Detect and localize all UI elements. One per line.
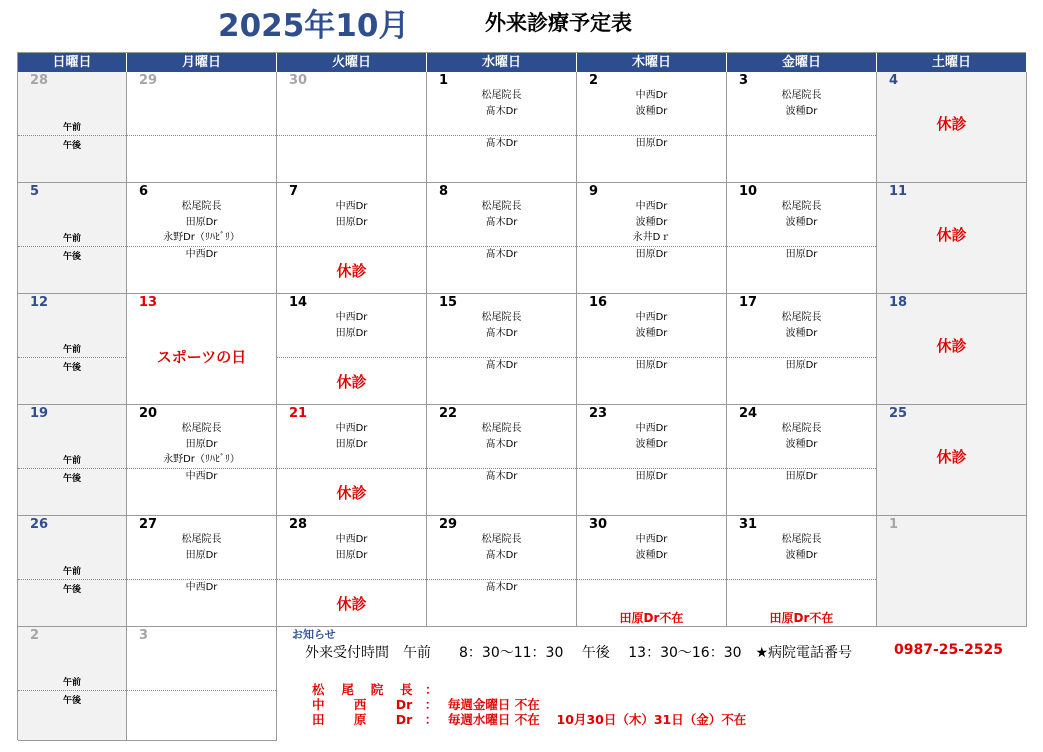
day-number: 21 — [289, 406, 308, 421]
day-number: 24 — [739, 406, 758, 421]
doctor-name: 中西Dr — [185, 249, 218, 260]
day-cell — [427, 72, 577, 183]
am-pm-divider — [18, 246, 126, 247]
day-cell — [727, 405, 877, 516]
day-number: 11 — [889, 184, 908, 199]
am-pm-divider — [577, 579, 726, 580]
day-number: 10 — [739, 184, 758, 199]
day-cell — [18, 627, 127, 741]
am-doctors — [127, 532, 276, 563]
am-pm-divider — [127, 690, 276, 691]
doctor-name: 中西Dr — [185, 582, 218, 593]
day-number: 5 — [30, 184, 40, 199]
pm-absence-note: 田原Dr不在 — [619, 611, 684, 625]
pm-doctors — [577, 136, 726, 152]
day-cell — [18, 516, 127, 627]
am-doctors — [427, 199, 576, 230]
pm-doctors — [427, 247, 576, 263]
doctor-name: 波種Dr — [635, 549, 668, 561]
doctor-name: 田原Dr — [635, 471, 668, 482]
day-cell — [127, 627, 277, 741]
doctor-name: 波種Dr — [635, 105, 668, 117]
pm-closed-label: 休診 — [336, 262, 367, 280]
am-doctors — [727, 199, 876, 230]
doctor-name: 田原Dr — [785, 471, 818, 482]
day-cell — [127, 183, 277, 294]
day-cell — [427, 183, 577, 294]
holiday-name: スポーツの日 — [156, 348, 247, 366]
day-number: 28 — [30, 73, 49, 88]
day-number: 7 — [289, 184, 299, 199]
day-cell — [427, 294, 577, 405]
day-cell — [127, 294, 277, 405]
pm-label: 午後 — [62, 474, 81, 484]
day-number: 3 — [739, 73, 749, 88]
doctor-name: 田原Dr — [635, 138, 668, 149]
am-doctors — [577, 88, 726, 119]
doctor-name: 髙木Dr — [485, 438, 518, 450]
doctor-name: 中西Dr — [635, 423, 668, 434]
doctor-name: 松尾院長 — [181, 534, 222, 545]
weekday-2: 火曜日 — [277, 53, 427, 72]
day-cell — [727, 294, 877, 405]
day-cell — [427, 516, 577, 627]
day-number: 28 — [289, 517, 308, 532]
doctor-name: 波種Dr — [635, 438, 668, 450]
day-number: 13 — [139, 295, 158, 310]
am-pm-divider — [277, 579, 426, 580]
doctor-name: 松尾院長 — [481, 423, 522, 434]
calendar-grid — [17, 52, 1026, 740]
am-label: 午前 — [62, 234, 81, 244]
day-number: 27 — [139, 517, 158, 532]
am-doctors — [427, 532, 576, 563]
doctor-name: 田原Dr — [185, 438, 218, 450]
pm-label: 午後 — [62, 696, 81, 706]
day-cell — [277, 516, 427, 627]
doctor-name: 永野Dr（ﾘﾊﾋﾞﾘ） — [163, 454, 240, 465]
day-number: 23 — [589, 406, 608, 421]
closed-label: 休診 — [936, 226, 967, 244]
day-number: 30 — [589, 517, 608, 532]
doctor-name: 中西Dr — [335, 312, 368, 323]
weekday-3: 水曜日 — [427, 53, 577, 72]
absence-line-nakanishi: 中 西 Dr ： 毎週金曜日 不在 — [312, 697, 540, 712]
day-number: 29 — [139, 73, 158, 88]
day-number: 1 — [439, 73, 449, 88]
closed-label: 休診 — [936, 448, 967, 466]
pm-closed-label: 休診 — [336, 595, 367, 613]
reception-hours: 外来受付時間 午前 8：30～11：30 午後 13：30～16：30 ★病院電話番号 — [305, 645, 853, 661]
am-pm-divider — [277, 357, 426, 358]
day-number: 8 — [439, 184, 449, 199]
weekday-6: 土曜日 — [877, 53, 1027, 72]
day-number: 26 — [30, 517, 49, 532]
am-doctors — [127, 421, 276, 468]
am-pm-divider — [727, 579, 876, 580]
day-cell — [18, 183, 127, 294]
doctor-name: 松尾院長 — [781, 534, 822, 545]
day-number: 20 — [139, 406, 158, 421]
day-number: 22 — [439, 406, 458, 421]
doctor-name: 田原Dr — [335, 438, 368, 450]
doctor-name: 波種Dr — [785, 216, 818, 228]
pm-closed-label: 休診 — [336, 484, 367, 502]
day-cell — [877, 183, 1027, 294]
weekday-4: 木曜日 — [577, 53, 727, 72]
am-doctors — [277, 532, 426, 563]
doctor-name: 髙木Dr — [485, 471, 518, 482]
pm-doctors — [427, 358, 576, 374]
doctor-name: 髙木Dr — [485, 582, 518, 593]
weekday-1: 月曜日 — [127, 53, 277, 72]
doctor-name: 中西Dr — [635, 90, 668, 101]
am-doctors — [427, 88, 576, 119]
am-doctors — [577, 199, 726, 246]
doctor-name: 松尾院長 — [181, 201, 222, 212]
day-number: 2 — [589, 73, 599, 88]
pm-doctors — [577, 469, 726, 485]
doctor-name: 中西Dr — [335, 201, 368, 212]
am-pm-divider — [127, 135, 276, 136]
doctor-name: 髙木Dr — [485, 105, 518, 117]
doctor-name: 髙木Dr — [485, 138, 518, 149]
doctor-name: 松尾院長 — [781, 90, 822, 101]
pm-doctors — [577, 358, 726, 374]
am-pm-divider — [18, 468, 126, 469]
am-pm-divider — [277, 246, 426, 247]
doctor-name: 松尾院長 — [481, 312, 522, 323]
am-pm-divider — [277, 135, 426, 136]
pm-label: 午後 — [62, 252, 81, 262]
day-cell — [727, 72, 877, 183]
day-number: 2 — [30, 628, 40, 643]
day-cell — [277, 405, 427, 516]
doctor-name: 波種Dr — [785, 549, 818, 561]
am-doctors — [127, 199, 276, 246]
am-doctors — [577, 421, 726, 452]
am-pm-divider — [277, 468, 426, 469]
doctor-name: 松尾院長 — [181, 423, 222, 434]
doctor-name: 松尾院長 — [481, 201, 522, 212]
day-cell — [577, 72, 727, 183]
am-doctors — [277, 310, 426, 341]
doctor-name: 田原Dr — [185, 216, 218, 228]
day-cell — [427, 405, 577, 516]
pm-doctors — [427, 136, 576, 152]
day-number: 17 — [739, 295, 758, 310]
calendar-title: 2025年10月 — [218, 8, 410, 44]
doctor-name: 波種Dr — [635, 327, 668, 339]
day-cell — [277, 294, 427, 405]
day-number: 1 — [889, 517, 899, 532]
doctor-name: 髙木Dr — [485, 249, 518, 260]
closed-label: 休診 — [936, 115, 967, 133]
pm-label: 午後 — [62, 141, 81, 151]
doctor-name: 波種Dr — [785, 438, 818, 450]
doctor-name: 波種Dr — [785, 327, 818, 339]
absence-line-matsuo: 松 尾 院 長 ： — [312, 682, 438, 697]
doctor-name: 田原Dr — [185, 549, 218, 561]
am-label: 午前 — [62, 123, 81, 133]
weekday-0: 日曜日 — [18, 53, 127, 72]
am-doctors — [427, 310, 576, 341]
doctor-name: 髙木Dr — [485, 549, 518, 561]
doctor-name: 中西Dr — [335, 423, 368, 434]
day-cell — [577, 183, 727, 294]
doctor-name: 髙木Dr — [485, 216, 518, 228]
doctor-name: 松尾院長 — [781, 312, 822, 323]
hospital-phone: 0987-25-2525 — [894, 642, 1004, 658]
pm-doctors — [727, 358, 876, 374]
day-cell — [577, 516, 727, 627]
day-cell — [127, 72, 277, 183]
am-pm-divider — [18, 579, 126, 580]
closed-label: 休診 — [936, 337, 967, 355]
day-cell — [727, 516, 877, 627]
pm-doctors — [127, 469, 276, 485]
doctor-name: 髙木Dr — [485, 327, 518, 339]
day-number: 3 — [139, 628, 149, 643]
doctor-name: 中西Dr — [635, 534, 668, 545]
pm-doctors — [577, 247, 726, 263]
day-cell — [277, 183, 427, 294]
day-number: 16 — [589, 295, 608, 310]
day-cell — [877, 516, 1027, 627]
day-cell — [877, 72, 1027, 183]
doctor-name: 中西Dr — [185, 471, 218, 482]
day-number: 9 — [589, 184, 599, 199]
am-doctors — [727, 421, 876, 452]
weekday-5: 金曜日 — [727, 53, 877, 72]
day-cell — [877, 405, 1027, 516]
doctor-name: 中西Dr — [635, 201, 668, 212]
day-number: 29 — [439, 517, 458, 532]
am-label: 午前 — [62, 345, 81, 355]
day-cell — [577, 405, 727, 516]
doctor-name: 松尾院長 — [781, 423, 822, 434]
absence-line-tahara: 田 原 Dr ： 毎週水曜日 不在 10月30日（木）31日（金）不在 — [312, 712, 747, 727]
am-label: 午前 — [62, 678, 81, 688]
am-pm-divider — [727, 135, 876, 136]
am-doctors — [727, 88, 876, 119]
day-number: 15 — [439, 295, 458, 310]
pm-label: 午後 — [62, 363, 81, 373]
am-label: 午前 — [62, 456, 81, 466]
day-cell — [18, 294, 127, 405]
day-number: 25 — [889, 406, 908, 421]
day-cell — [18, 72, 127, 183]
pm-doctors — [427, 580, 576, 596]
pm-doctors — [727, 469, 876, 485]
pm-absence-note: 田原Dr不在 — [769, 611, 834, 625]
doctor-name: 松尾院長 — [481, 90, 522, 101]
day-number: 19 — [30, 406, 49, 421]
doctor-name: 中西Dr — [335, 534, 368, 545]
day-number: 14 — [289, 295, 308, 310]
day-cell — [277, 72, 427, 183]
am-doctors — [727, 310, 876, 341]
day-cell — [18, 405, 127, 516]
doctor-name: 田原Dr — [785, 360, 818, 371]
am-doctors — [277, 421, 426, 452]
day-cell — [877, 294, 1027, 405]
day-cell — [127, 405, 277, 516]
am-doctors — [277, 199, 426, 230]
day-number: 18 — [889, 295, 908, 310]
doctor-name: 田原Dr — [785, 249, 818, 260]
doctor-name: 波種Dr — [635, 216, 668, 228]
day-number: 6 — [139, 184, 149, 199]
am-doctors — [577, 532, 726, 563]
am-doctors — [577, 310, 726, 341]
pm-doctors — [127, 247, 276, 263]
schedule-subtitle: 外来診療予定表 — [485, 11, 632, 35]
am-pm-divider — [18, 357, 126, 358]
day-cell — [127, 516, 277, 627]
am-doctors — [427, 421, 576, 452]
doctor-name: 松尾院長 — [481, 534, 522, 545]
day-cell — [727, 183, 877, 294]
pm-doctors — [427, 469, 576, 485]
day-cell — [577, 294, 727, 405]
day-number: 30 — [289, 73, 308, 88]
day-number: 31 — [739, 517, 758, 532]
doctor-name: 田原Dr — [335, 216, 368, 228]
doctor-name: 永井Dｒ — [632, 232, 671, 243]
doctor-name: 田原Dr — [335, 327, 368, 339]
am-pm-divider — [18, 135, 126, 136]
doctor-name: 松尾院長 — [781, 201, 822, 212]
weekday-header — [18, 53, 1027, 72]
pm-label: 午後 — [62, 585, 81, 595]
doctor-name: 髙木Dr — [485, 360, 518, 371]
day-number: 12 — [30, 295, 49, 310]
doctor-name: 中西Dr — [635, 312, 668, 323]
doctor-name: 田原Dr — [635, 360, 668, 371]
doctor-name: 田原Dr — [635, 249, 668, 260]
am-pm-divider — [18, 690, 126, 691]
day-number: 4 — [889, 73, 899, 88]
am-doctors — [727, 532, 876, 563]
notice-label: お知らせ — [292, 628, 336, 641]
pm-closed-label: 休診 — [336, 373, 367, 391]
doctor-name: 永野Dr（ﾘﾊﾋﾞﾘ） — [163, 232, 240, 243]
pm-doctors — [127, 580, 276, 596]
doctor-name: 田原Dr — [335, 549, 368, 561]
doctor-name: 波種Dr — [785, 105, 818, 117]
pm-doctors — [727, 247, 876, 263]
am-label: 午前 — [62, 567, 81, 577]
